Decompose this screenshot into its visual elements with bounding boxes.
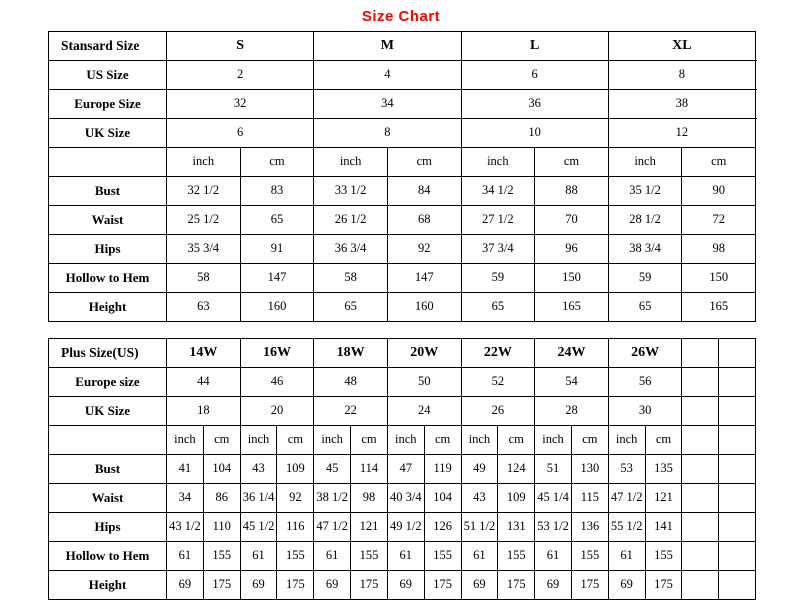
measure-value: 165: [535, 293, 609, 322]
measure-value: 49: [461, 455, 498, 484]
measure-value: 47 1/2: [314, 513, 351, 542]
measure-value: 38 3/4: [608, 235, 682, 264]
measure-value: 175: [571, 571, 608, 600]
measure-value: 32 1/2: [167, 177, 241, 206]
measure-value: 96: [535, 235, 609, 264]
measure-value: 88: [535, 177, 609, 206]
group-header: 20W: [387, 339, 461, 368]
table-row: [49, 206, 756, 235]
row-label: Hips: [49, 513, 167, 542]
unit-cell: inch: [608, 426, 645, 455]
group-header: 22W: [461, 339, 535, 368]
table-row: [49, 90, 756, 119]
unit-cell: cm: [571, 426, 608, 455]
unit-cell: inch: [314, 148, 388, 177]
measure-value: 121: [645, 484, 682, 513]
measure-value: 37 3/4: [461, 235, 535, 264]
group-header: 16W: [240, 339, 314, 368]
row-value: 56: [608, 368, 682, 397]
row-label: Hollow to Hem: [49, 264, 167, 293]
measure-value: 33 1/2: [314, 177, 388, 206]
measure-value: 109: [277, 455, 314, 484]
blank-cell: [682, 542, 719, 571]
measure-value: 155: [203, 542, 240, 571]
measure-value: 43: [240, 455, 277, 484]
unit-cell: inch: [240, 426, 277, 455]
measure-value: 69: [387, 571, 424, 600]
unit-row: [49, 426, 756, 455]
measure-value: 110: [203, 513, 240, 542]
unit-cell: cm: [682, 148, 756, 177]
table-header-row: [49, 32, 756, 61]
measure-value: 35 1/2: [608, 177, 682, 206]
table-corner-label: Plus Size(US): [49, 339, 167, 368]
measure-value: 135: [645, 455, 682, 484]
row-value: 30: [608, 397, 682, 426]
row-value: 8: [314, 119, 461, 148]
table-row: [49, 61, 756, 90]
unit-cell: inch: [608, 148, 682, 177]
measure-value: 84: [387, 177, 461, 206]
row-label: US Size: [49, 61, 167, 90]
row-label: Waist: [49, 206, 167, 235]
row-value: 50: [387, 368, 461, 397]
measure-value: 104: [424, 484, 461, 513]
measure-value: 147: [387, 264, 461, 293]
group-header: 14W: [167, 339, 241, 368]
table-row: [49, 484, 756, 513]
measure-value: 34: [167, 484, 204, 513]
unit-cell: cm: [240, 148, 314, 177]
table-row: [49, 542, 756, 571]
row-label: UK Size: [49, 119, 167, 148]
unit-row-label: [49, 426, 167, 455]
row-value: 12: [608, 119, 755, 148]
row-label: Height: [49, 571, 167, 600]
unit-cell: inch: [461, 148, 535, 177]
measure-value: 115: [571, 484, 608, 513]
blank-cell: [719, 397, 756, 426]
blank-cell: [719, 426, 756, 455]
measure-value: 109: [498, 484, 535, 513]
row-value: 24: [387, 397, 461, 426]
row-label: Hips: [49, 235, 167, 264]
table-corner-label: Stansard Size: [49, 32, 167, 61]
measure-value: 175: [351, 571, 388, 600]
blank-cell: [682, 455, 719, 484]
measure-value: 92: [387, 235, 461, 264]
plus-size-table: [48, 338, 756, 600]
table-row: [49, 177, 756, 206]
unit-cell: cm: [645, 426, 682, 455]
measure-value: 58: [314, 264, 388, 293]
row-value: 4: [314, 61, 461, 90]
unit-cell: inch: [167, 148, 241, 177]
measure-value: 175: [424, 571, 461, 600]
blank-cell: [719, 542, 756, 571]
row-value: 36: [461, 90, 608, 119]
blank-cell: [719, 484, 756, 513]
measure-value: 136: [571, 513, 608, 542]
row-value: 54: [535, 368, 609, 397]
measure-value: 69: [167, 571, 204, 600]
measure-value: 61: [387, 542, 424, 571]
measure-value: 69: [240, 571, 277, 600]
measure-value: 61: [461, 542, 498, 571]
unit-cell: inch: [387, 426, 424, 455]
measure-value: 155: [277, 542, 314, 571]
row-value: 26: [461, 397, 535, 426]
measure-value: 90: [682, 177, 756, 206]
measure-value: 175: [277, 571, 314, 600]
measure-value: 131: [498, 513, 535, 542]
table-row: [49, 571, 756, 600]
measure-value: 59: [608, 264, 682, 293]
row-value: 34: [314, 90, 461, 119]
row-value: 2: [167, 61, 314, 90]
measure-value: 69: [608, 571, 645, 600]
measure-value: 43 1/2: [167, 513, 204, 542]
measure-value: 28 1/2: [608, 206, 682, 235]
measure-value: 147: [240, 264, 314, 293]
measure-value: 124: [498, 455, 535, 484]
measure-value: 36 1/4: [240, 484, 277, 513]
measure-value: 141: [645, 513, 682, 542]
row-value: 46: [240, 368, 314, 397]
measure-value: 61: [167, 542, 204, 571]
measure-value: 53 1/2: [535, 513, 572, 542]
table-row: [49, 397, 756, 426]
measure-value: 61: [535, 542, 572, 571]
table-header-row: [49, 339, 756, 368]
row-value: 6: [461, 61, 608, 90]
measure-value: 155: [351, 542, 388, 571]
measure-value: 40 3/4: [387, 484, 424, 513]
measure-value: 35 3/4: [167, 235, 241, 264]
measure-value: 51: [535, 455, 572, 484]
measure-value: 119: [424, 455, 461, 484]
measure-value: 65: [240, 206, 314, 235]
blank-cell: [682, 426, 719, 455]
measure-value: 121: [351, 513, 388, 542]
measure-value: 175: [645, 571, 682, 600]
measure-value: 83: [240, 177, 314, 206]
blank-cell: [719, 571, 756, 600]
measure-value: 92: [277, 484, 314, 513]
row-value: 10: [461, 119, 608, 148]
measure-value: 51 1/2: [461, 513, 498, 542]
measure-value: 63: [167, 293, 241, 322]
measure-value: 160: [387, 293, 461, 322]
blank-cell: [682, 513, 719, 542]
measure-value: 72: [682, 206, 756, 235]
row-label: Hollow to Hem: [49, 542, 167, 571]
measure-value: 126: [424, 513, 461, 542]
measure-value: 59: [461, 264, 535, 293]
row-label: Europe Size: [49, 90, 167, 119]
measure-value: 160: [240, 293, 314, 322]
measure-value: 104: [203, 455, 240, 484]
measure-value: 47 1/2: [608, 484, 645, 513]
measure-value: 98: [351, 484, 388, 513]
measure-value: 53: [608, 455, 645, 484]
group-header: XL: [608, 32, 755, 61]
measure-value: 155: [645, 542, 682, 571]
unit-cell: cm: [387, 148, 461, 177]
blank-cell: [682, 484, 719, 513]
measure-value: 45: [314, 455, 351, 484]
page-title: Size Chart: [361, 8, 441, 25]
unit-cell: cm: [203, 426, 240, 455]
measure-value: 45 1/2: [240, 513, 277, 542]
measure-value: 65: [461, 293, 535, 322]
table-row: [49, 235, 756, 264]
measure-value: 69: [535, 571, 572, 600]
measure-value: 61: [608, 542, 645, 571]
measure-value: 38 1/2: [314, 484, 351, 513]
row-value: 48: [314, 368, 388, 397]
measure-value: 70: [535, 206, 609, 235]
unit-row-label: [49, 148, 167, 177]
size-chart-container: [0, 31, 802, 600]
row-label: Bust: [49, 455, 167, 484]
unit-cell: cm: [535, 148, 609, 177]
measure-value: 98: [682, 235, 756, 264]
row-value: 38: [608, 90, 755, 119]
group-header: 18W: [314, 339, 388, 368]
table-row: [49, 119, 756, 148]
unit-cell: cm: [498, 426, 535, 455]
row-label: UK Size: [49, 397, 167, 426]
table-row: [49, 455, 756, 484]
row-value: 52: [461, 368, 535, 397]
blank-cell: [719, 455, 756, 484]
measure-value: 69: [461, 571, 498, 600]
unit-cell: inch: [314, 426, 351, 455]
measure-value: 175: [203, 571, 240, 600]
blank-cell: [682, 397, 719, 426]
measure-value: 91: [240, 235, 314, 264]
unit-cell: cm: [424, 426, 461, 455]
measure-value: 41: [167, 455, 204, 484]
measure-value: 155: [498, 542, 535, 571]
row-value: 8: [608, 61, 755, 90]
row-label: Waist: [49, 484, 167, 513]
measure-value: 65: [314, 293, 388, 322]
measure-value: 130: [571, 455, 608, 484]
measure-value: 61: [240, 542, 277, 571]
measure-value: 175: [498, 571, 535, 600]
blank-cell: [719, 368, 756, 397]
measure-value: 65: [608, 293, 682, 322]
row-value: 28: [535, 397, 609, 426]
measure-value: 68: [387, 206, 461, 235]
measure-value: 27 1/2: [461, 206, 535, 235]
row-value: 44: [167, 368, 241, 397]
table-row: [49, 264, 756, 293]
row-value: 32: [167, 90, 314, 119]
measure-value: 34 1/2: [461, 177, 535, 206]
unit-cell: cm: [351, 426, 388, 455]
measure-value: 116: [277, 513, 314, 542]
group-header: L: [461, 32, 608, 61]
measure-value: 49 1/2: [387, 513, 424, 542]
unit-cell: inch: [535, 426, 572, 455]
unit-cell: cm: [277, 426, 314, 455]
measure-value: 61: [314, 542, 351, 571]
measure-value: 150: [682, 264, 756, 293]
measure-value: 36 3/4: [314, 235, 388, 264]
unit-cell: inch: [461, 426, 498, 455]
measure-value: 86: [203, 484, 240, 513]
unit-row: [49, 148, 756, 177]
measure-value: 155: [571, 542, 608, 571]
group-header: S: [167, 32, 314, 61]
table-row: [49, 293, 756, 322]
measure-value: 114: [351, 455, 388, 484]
measure-value: 58: [167, 264, 241, 293]
row-label: Bust: [49, 177, 167, 206]
table-row: [49, 513, 756, 542]
group-header: 24W: [535, 339, 609, 368]
standard-size-table: [48, 31, 756, 322]
blank-cell: [682, 339, 719, 368]
measure-value: 155: [424, 542, 461, 571]
measure-value: 69: [314, 571, 351, 600]
row-value: 20: [240, 397, 314, 426]
measure-value: 26 1/2: [314, 206, 388, 235]
row-value: 22: [314, 397, 388, 426]
unit-cell: inch: [167, 426, 204, 455]
table-row: [49, 368, 756, 397]
measure-value: 55 1/2: [608, 513, 645, 542]
measure-value: 43: [461, 484, 498, 513]
measure-value: 45 1/4: [535, 484, 572, 513]
row-value: 18: [167, 397, 241, 426]
row-value: 6: [167, 119, 314, 148]
row-label: Height: [49, 293, 167, 322]
measure-value: 47: [387, 455, 424, 484]
measure-value: 150: [535, 264, 609, 293]
blank-cell: [682, 368, 719, 397]
measure-value: 165: [682, 293, 756, 322]
blank-cell: [719, 339, 756, 368]
row-label: Europe size: [49, 368, 167, 397]
blank-cell: [719, 513, 756, 542]
table-spacer: [48, 322, 754, 338]
blank-cell: [682, 571, 719, 600]
measure-value: 25 1/2: [167, 206, 241, 235]
group-header: M: [314, 32, 461, 61]
group-header: 26W: [608, 339, 682, 368]
